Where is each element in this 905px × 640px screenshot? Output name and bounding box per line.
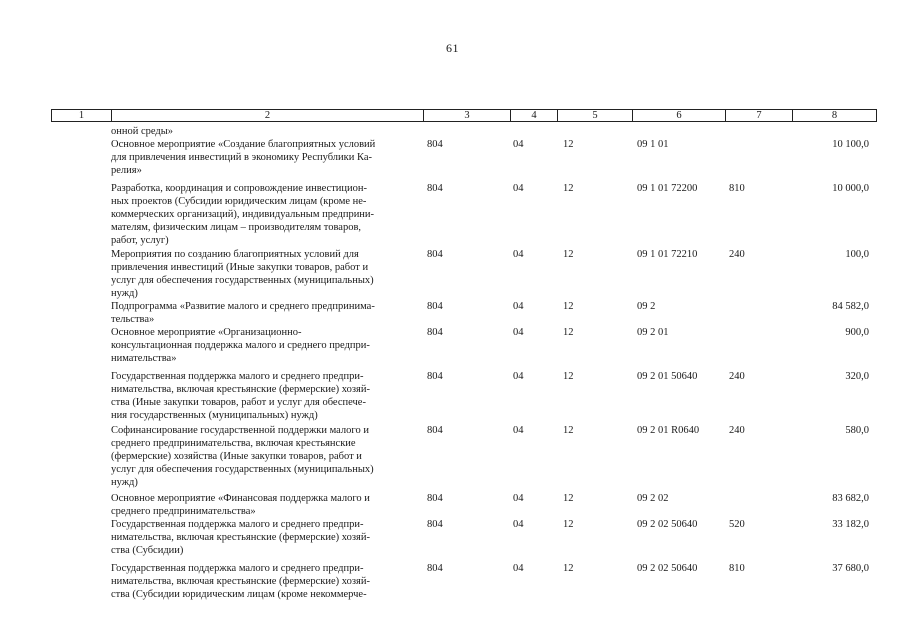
page-number: 61 [446, 41, 459, 55]
col-8-amount: 37 680,0 [832, 563, 869, 574]
description-line: нимательства» [111, 353, 177, 365]
row-description [111, 248, 411, 300]
col-7-code: 240 [729, 249, 745, 260]
col-4-code: 04 [513, 425, 524, 436]
row-description [111, 125, 411, 138]
description-line: нужд) [111, 288, 138, 300]
col-5-code: 12 [563, 493, 574, 504]
row-description [111, 300, 411, 326]
col-5-code: 12 [563, 139, 574, 150]
col-4-code: 04 [513, 183, 524, 194]
description-line: Разработка, координация и сопровождение инвестицион- [111, 183, 368, 194]
col-3-code: 804 [427, 563, 443, 574]
description-line: Софинансирование государственной поддержки малого и [111, 425, 369, 436]
row-description [111, 182, 411, 247]
description-line: (фермерские) хозяйства (Иные закупки товаров, работ и [111, 451, 362, 463]
col-4-code: 04 [513, 371, 524, 382]
header-col-7: 7 [725, 110, 792, 121]
col-5-code: 12 [563, 183, 574, 194]
description-line: ства (Субсидии) [111, 545, 184, 557]
col-3-code: 804 [427, 183, 443, 194]
col-4-code: 04 [513, 493, 524, 504]
col-6-code: 09 2 01 [637, 327, 669, 338]
col-3-code: 804 [427, 139, 443, 150]
col-5-code: 12 [563, 327, 574, 338]
col-4-code: 04 [513, 327, 524, 338]
description-line: Государственная поддержка малого и среднего предпри- [111, 371, 364, 382]
description-line: тельства» [111, 314, 155, 326]
row-description [111, 138, 411, 177]
description-line: релия» [111, 165, 142, 177]
row-description [111, 424, 411, 489]
header-col-1: 1 [78, 110, 85, 121]
col-8-amount: 33 182,0 [832, 519, 869, 530]
col-8-amount: 580,0 [845, 425, 869, 436]
col-3-code: 804 [427, 249, 443, 260]
description-line: Государственная поддержка малого и среднего предпри- [111, 519, 364, 530]
col-7-code: 810 [729, 563, 745, 574]
header-col-3: 3 [423, 110, 510, 121]
header-col-8: 8 [792, 110, 876, 121]
col-7-code: 810 [729, 183, 745, 194]
description-line: Основное мероприятие «Финансовая поддержка малого и [111, 493, 370, 504]
col-8-amount: 320,0 [845, 371, 869, 382]
description-line: консультационная поддержка малого и среднего предпри- [111, 340, 370, 352]
description-line: услуг для обеспечения государственных (муниципальных) [111, 464, 374, 476]
row-description [111, 370, 411, 422]
col-6-code: 09 1 01 72210 [637, 249, 698, 260]
description-line: Подпрограмма «Развитие малого и среднего предпринима- [111, 301, 375, 312]
col-5-code: 12 [563, 563, 574, 574]
col-4-code: 04 [513, 301, 524, 312]
col-5-code: 12 [563, 425, 574, 436]
col-8-amount: 900,0 [845, 327, 869, 338]
description-line: мателям, физическим лицам – производителям товаров, [111, 222, 362, 234]
description-line: Основное мероприятие «Создание благоприятных условий [111, 139, 376, 150]
description-line: Основное мероприятие «Организационно- [111, 327, 302, 338]
description-line: привлечения инвестиций (Иные закупки товаров, работ и [111, 262, 369, 274]
description-line: нимательства, включая крестьянские (фермерские) хозяй- [111, 384, 370, 396]
header-col-6: 6 [632, 110, 725, 121]
col-4-code: 04 [513, 519, 524, 530]
col-7-code: 240 [729, 371, 745, 382]
description-line: Государственная поддержка малого и среднего предпри- [111, 563, 364, 574]
description-line: коммерческих организаций), индивидуальным предприни- [111, 209, 375, 221]
col-6-code: 09 1 01 [637, 139, 669, 150]
col-8-amount: 84 582,0 [832, 301, 869, 312]
table-header [51, 109, 877, 122]
col-3-code: 804 [427, 493, 443, 504]
col-3-code: 804 [427, 301, 443, 312]
description-line: ства (Субсидии юридическим лицам (кроме некоммерче- [111, 589, 367, 601]
header-col-4: 4 [510, 110, 557, 121]
header-col-5: 5 [557, 110, 632, 121]
description-line: Мероприятия по созданию благоприятных условий для [111, 249, 359, 260]
col-6-code: 09 2 01 R0640 [637, 425, 700, 436]
description-line: среднего предпринимательства» [111, 506, 256, 518]
description-line: ния государственных (муниципальных) нужд) [111, 410, 318, 422]
row-description [111, 562, 411, 601]
description-line: ных проектов (Субсидии юридическим лицам (кроме не- [111, 196, 367, 208]
col-5-code: 12 [563, 249, 574, 260]
col-4-code: 04 [513, 139, 524, 150]
col-6-code: 09 2 02 50640 [637, 519, 698, 530]
col-3-code: 804 [427, 519, 443, 530]
col-3-code: 804 [427, 327, 443, 338]
col-6-code: 09 2 02 50640 [637, 563, 698, 574]
col-8-amount: 10 000,0 [832, 183, 869, 194]
description-line: онной среды» [111, 126, 174, 137]
col-4-code: 04 [513, 563, 524, 574]
row-description [111, 326, 411, 365]
col-7-code: 520 [729, 519, 745, 530]
description-line: среднего предпринимательства, включая крестьянские [111, 438, 356, 450]
description-line: услуг для обеспечения государственных (муниципальных) [111, 275, 374, 287]
col-3-code: 804 [427, 425, 443, 436]
row-description [111, 518, 411, 557]
col-8-amount: 10 100,0 [832, 139, 869, 150]
col-5-code: 12 [563, 301, 574, 312]
col-7-code: 240 [729, 425, 745, 436]
col-6-code: 09 2 02 [637, 493, 669, 504]
description-line: нимательства, включая крестьянские (фермерские) хозяй- [111, 532, 370, 544]
col-3-code: 804 [427, 371, 443, 382]
col-6-code: 09 2 01 50640 [637, 371, 698, 382]
col-5-code: 12 [563, 371, 574, 382]
col-5-code: 12 [563, 519, 574, 530]
col-8-amount: 83 682,0 [832, 493, 869, 504]
description-line: нимательства, включая крестьянские (фермерские) хозяй- [111, 576, 370, 588]
row-description [111, 492, 411, 518]
description-line: работ, услуг) [111, 235, 169, 247]
description-line: для привлечения инвестиций в экономику Республики Ка- [111, 152, 373, 164]
description-line: ства (Иные закупки товаров, работ и услуг для обеспече- [111, 397, 366, 409]
header-col-2: 2 [111, 110, 423, 121]
col-4-code: 04 [513, 249, 524, 260]
col-6-code: 09 1 01 72200 [637, 183, 698, 194]
description-line: нужд) [111, 477, 138, 489]
col-8-amount: 100,0 [845, 249, 869, 260]
col-6-code: 09 2 [637, 301, 656, 312]
